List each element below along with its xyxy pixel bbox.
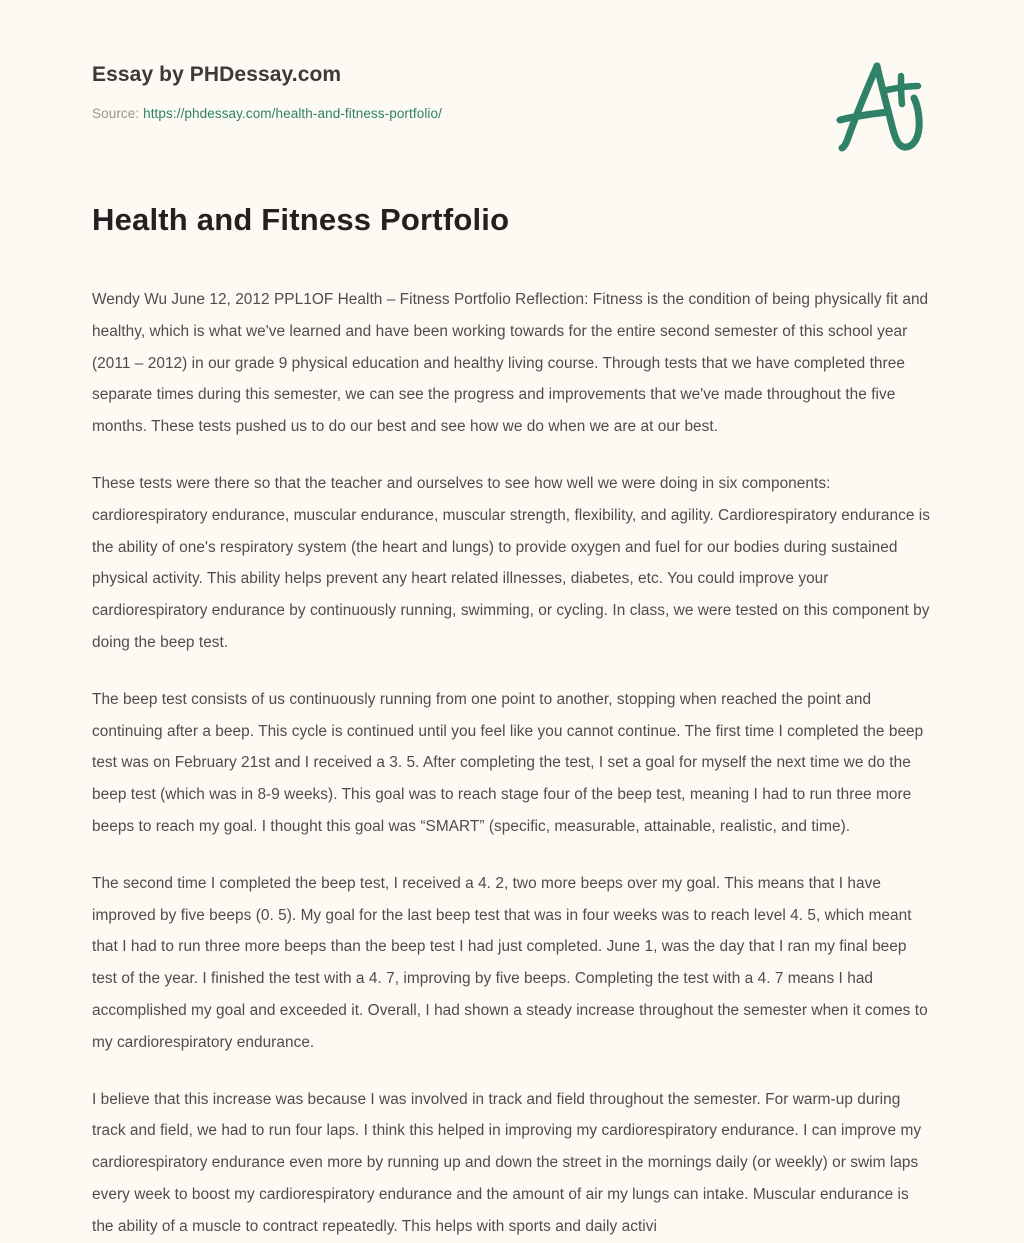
paragraph: I believe that this increase was because I was involved in track and field throughout the semester. For warm-up during track and field, we had to run four laps. I think this helped in improving my cardiorespiratory endurance. I can improve my cardiorespiratory endurance even more by running up and down the street in the mornings daily (or weekly) or swim laps every week to boost my cardiorespiratory endurance and the amount of air my lungs can intake. Muscular endurance is the ability of a muscle to contract repeatedly. This helps with sports and daily activi	[92, 1090, 922, 1235]
paragraph: The second time I completed the beep test, I received a 4. 2, two more beeps over my goal. This means that I have improved by five beeps (0. 5). My goal for the last beep test that was in four weeks was to reach level 4. 5, which meant that I had to run three more beeps than the beep test I had just completed. June 1, was the day that I ran my final beep test of the year. I finished the test with a 4. 7, improving by five beeps. Completing the test with a 4. 7 means I had accomplished my goal and exceeded it. Overall, I had shown a steady increase throughout the semester when it comes to my cardiorespiratory endurance.	[92, 874, 928, 1051]
document-header	[92, 0, 932, 123]
source-url-link[interactable]: https://phdessay.com/health-and-fitness-portfolio/	[143, 106, 442, 122]
source-label: Source:	[92, 106, 140, 122]
page-title: Health and Fitness Portfolio	[92, 201, 510, 237]
paragraph: Wendy Wu June 12, 2012 PPL1OF Health – Fitness Portfolio Reflection: Fitness is the condition of being physically fit and healthy, which is what we've learned and have been working towards for the entire second semester of this school year (2011 – 2012) in our grade 9 physical education and healthy living course. Through tests that we have completed three separate times during this semester, we can see the progress and improvements that we've made throughout the five months. These tests pushed us to do our best and see how we do when we are at our best.	[92, 290, 929, 436]
paragraph: These tests were there so that the teacher and ourselves to see how well we were doing in six components: cardiorespiratory endurance, muscular endurance, muscular strength, flexibility, and agility. Cardiorespiratory endurance is the ability of one's respiratory system (the heart and lungs) to provide oxygen and fuel for our bodies during sustained physical activity. This ability helps prevent any heart related illnesses, diabetes, etc. You could improve your cardiorespiratory endurance by continuously running, swimming, or cycling. In class, we were tested on this component by doing the beep test.	[92, 474, 930, 651]
aplus-logo-icon	[818, 48, 936, 166]
brand-title: Essay by PHDessay.com	[92, 63, 342, 86]
essay-body	[92, 238, 932, 1243]
source-row	[92, 105, 932, 123]
paragraph: The beep test consists of us continuously running from one point to another, stopping when reached the point and continuing after a beep. This cycle is continued until you feel like you cannot continue. The first time I completed the beep test was on February 21st and I received a 3. 5. After completing the test, I set a goal for myself the next time we do the beep test (which was in 8-9 weeks). This goal was to reach stage four of the beep test, meaning I had to run three more beeps to reach my goal. I thought this goal was “SMART” (specific, measurable, attainable, realistic, and time).	[92, 690, 924, 835]
